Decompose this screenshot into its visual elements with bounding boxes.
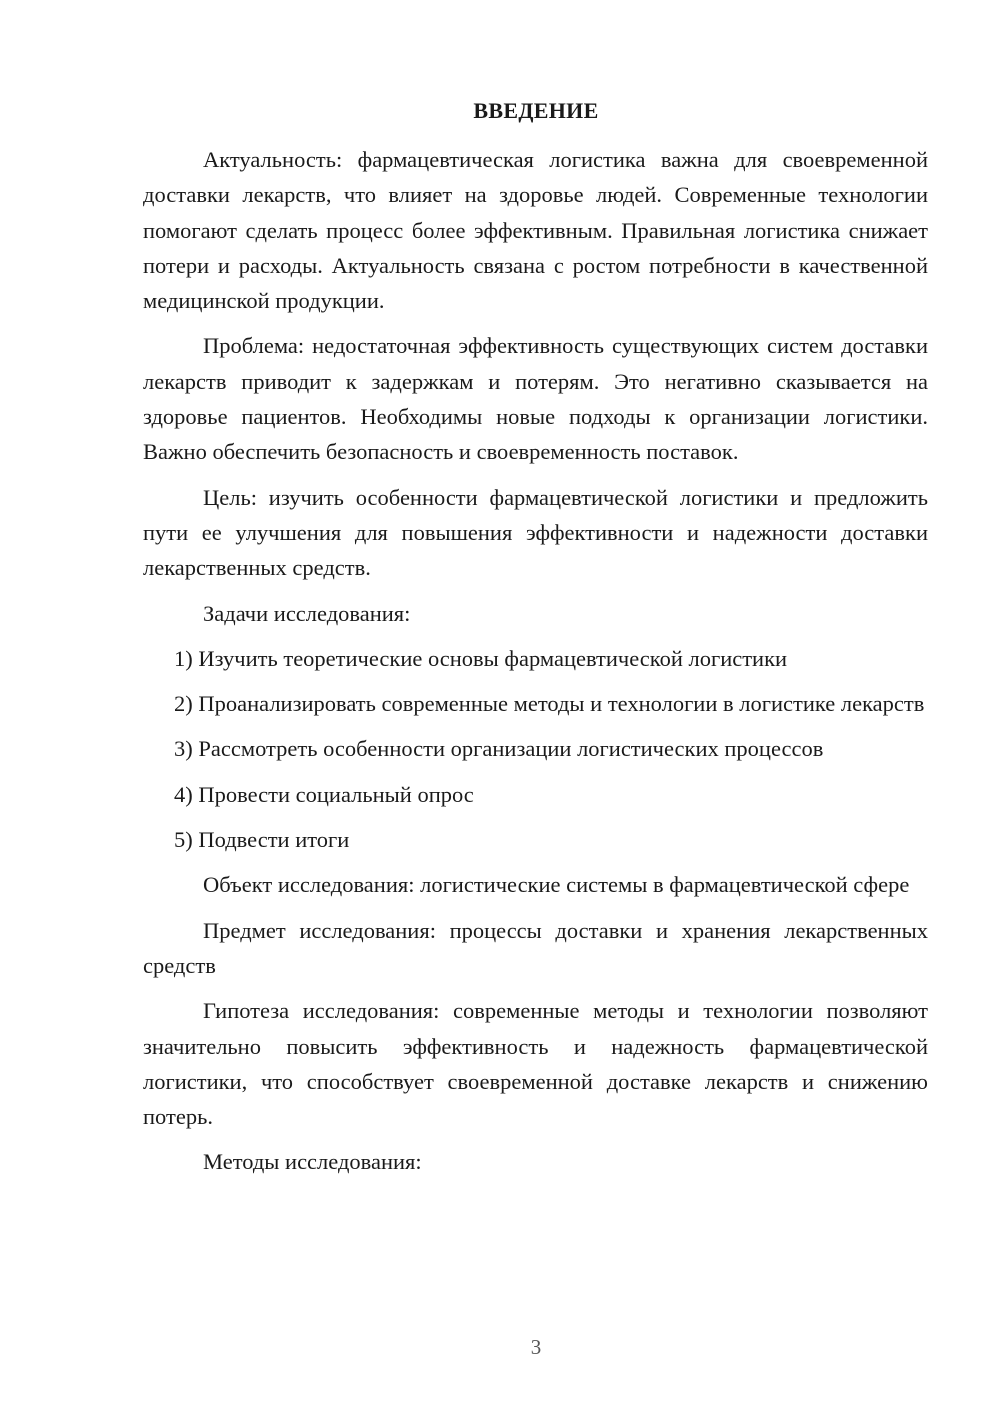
task-item-1: 1) Изучить теоретические основы фармацевтической логистики [174,645,788,671]
page-body [143,142,928,1190]
tasks-title: Задачи исследования: [203,600,411,626]
problem-paragraph: Проблема: недостаточная эффективность существующих систем доставки лекарств приводит к задержкам и потерям. Это негативно сказывается на здоровье пациентов. Необходимы новые подходы к организации логистики. Важно обеспечить безопасность и своевременность поставок. [143,333,928,465]
hypothesis-paragraph: Гипотеза исследования: современные методы и технологии позволяют значительно повысить эффективность и надежность фармацевтической логистики, что способствует своевременной доставке лекарств и снижению потерь. [143,998,928,1130]
section-heading: ВВЕДЕНИЕ [473,98,599,123]
task-item-5: 5) Подвести итоги [174,827,350,853]
object-paragraph: Объект исследования: логистические системы в фармацевтической сфере [203,872,910,898]
task-item-3: 3) Рассмотреть особенности организации логистических процессов [174,736,824,762]
methods-title: Методы исследования: [203,1149,422,1175]
task-item-2: 2) Проанализировать современные методы и технологии в логистике лекарств [174,691,925,717]
goal-paragraph: Цель: изучить особенности фармацевтической логистики и предложить пути ее улучшения для повышения эффективности и надежности доставки лекарственных средств. [143,484,928,581]
subject-paragraph: Предмет исследования: процессы доставки и хранения лекарственных средств [143,917,928,978]
relevance-paragraph: Актуальность: фармацевтическая логистика важна для своевременной доставки лекарств, что влияет на здоровье людей. Современные технологии помогают сделать процесс более эффективным. Правильная логистика снижает потери и расходы. Актуальность связана с ростом потребности в качественной медицинской продукции. [143,147,928,314]
task-item-4: 4) Провести социальный опрос [174,781,474,807]
page-number: 3 [530,1335,542,1359]
